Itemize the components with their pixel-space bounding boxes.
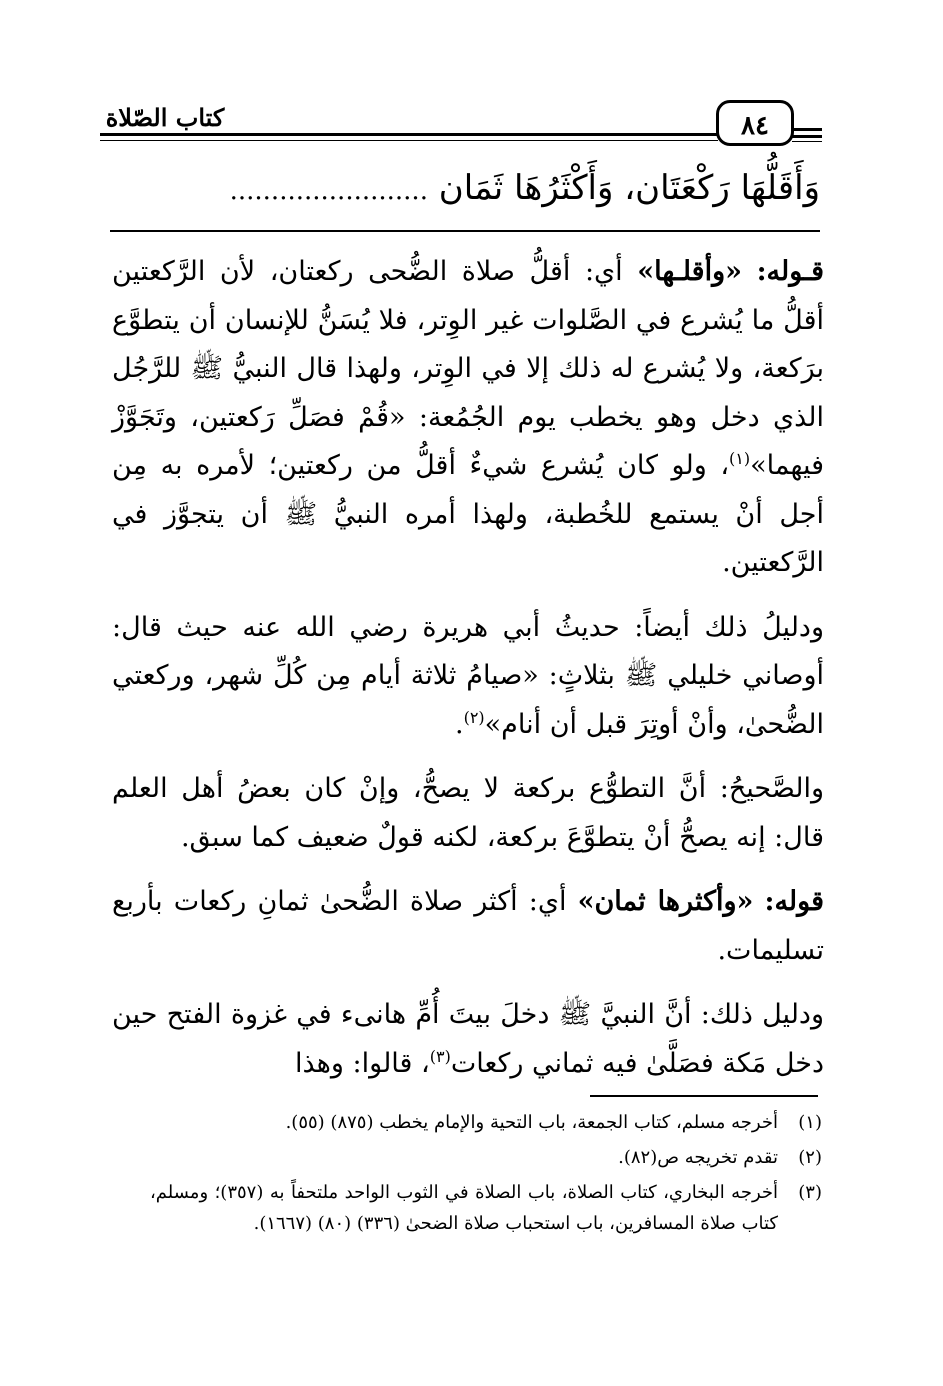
footnote-text: أخرجه البخاري، كتاب الصلاة، باب الصلاة في الثوب الواحد ملتحفاً به (٣٥٧)؛ ومسلم، كتاب صلاة المسافرين، باب استحباب صلاة الضحىٰ (٣٣٦) (٨٠) (١٦٦٧). — [150, 1182, 779, 1234]
footnote — [150, 1177, 822, 1239]
paragraph — [112, 991, 824, 1088]
paragraph — [112, 248, 824, 588]
paragraph — [112, 878, 824, 975]
footnote-separator — [590, 1095, 818, 1097]
matn-dots: ........................ — [229, 176, 428, 206]
quoted-keyword: «وأقلـها» — [637, 256, 742, 287]
matn-line — [108, 160, 820, 216]
paragraph-lead: قوله: — [764, 886, 825, 917]
matn-separator — [110, 230, 820, 232]
paragraph-text: ودليلُ ذلك أيضاً: حديثُ أبي هريرة رضي الله عنه حيث قال: أوصاني خليلي ﷺ بثلاثٍ: «صيامُ ثلاثة أيام مِن كُلِّ شهر، وركعتي الضُّحىٰ، وأنْ أوتِرَ قبل أن أنام» — [112, 611, 824, 740]
footnote-text: تقدم تخريجه ص(٨٢). — [618, 1147, 778, 1168]
header-rule-right — [792, 128, 822, 131]
footnote — [150, 1107, 822, 1138]
quoted-keyword: «وأكثرها ثمان» — [577, 886, 754, 917]
footnote-reference[interactable]: (٣) — [429, 1046, 451, 1066]
matn-text: وَأَقَلُّهَا رَكْعَتَان، وَأَكْثَرُهَا ثَمَان — [438, 168, 820, 208]
paragraph-tail: . — [454, 708, 464, 740]
header-rule-right-thin — [792, 141, 822, 142]
paragraph-text: والصَّحيحُ: أنَّ التطوُّع بركعة لا يصحُّ، وإنْ كان بعضُ أهل العلم قال: إنه يصحُّ أنْ يتطوَّعَ بركعة، لكنه قولٌ ضعيف كما سبق. — [112, 773, 824, 853]
page-number: ٨٤ — [716, 100, 794, 146]
running-title: كتاب الصّلاة — [105, 103, 225, 132]
footnote — [150, 1142, 822, 1173]
footnote-text: أخرجه مسلم، كتاب الجمعة، باب التحية والإمام يخطب (٨٧٥) (٥٥). — [285, 1112, 778, 1133]
paragraph — [112, 765, 824, 862]
paragraph-text: أي: أكثر صلاة الضُّحىٰ ثمانِ ركعات بأربع تسليمات. — [112, 886, 824, 966]
paragraph-lead: قـوله: — [756, 256, 824, 287]
footnote-number: (٣) — [798, 1182, 822, 1203]
footnote-number: (٢) — [798, 1147, 822, 1168]
footnote-number: (١) — [798, 1112, 822, 1133]
header-rule-right-lower — [792, 135, 822, 138]
paragraph-tail: ، قالوا: وهذا — [295, 1047, 430, 1079]
paragraph-text: أي: أقلُّ صلاة الضُّحى ركعتان، لأن الرَّكعتين أقلُّ ما يُشرع في الصَّلوات غير الوِتر، فلا يُسَنُّ للإنسان أن يتطوَّع برَكعة، ولا يُشرع له ذلك إلا في الوِتر، ولهذا قال النبيُّ ﷺ للرَّجُل الذي دخل وهو يخطب يوم الجُمُعة: «قُمْ فصَلِّ رَكعتين، وتَجَوَّزْ فيهما» — [112, 256, 824, 481]
footnote-reference[interactable]: (١) — [729, 449, 751, 468]
footnote-reference[interactable]: (٢) — [463, 707, 485, 727]
footnotes — [150, 1107, 822, 1243]
header-rule-left-thin — [100, 140, 718, 141]
paragraph — [112, 604, 824, 750]
paragraph-text: ودليل ذلك: أنَّ النبيَّ ﷺ دخلَ بيتَ أُمِّ هانىء في غزوة الفتح حين دخل مَكة فصَلَّىٰ فيه ثماني ركعات — [112, 999, 824, 1079]
header-rule-left — [100, 133, 718, 136]
paragraph-tail: ، ولو كان يُشرع شيءٌ أقلُّ من ركعتين؛ لأمره به مِن أجل أنْ يستمع للخُطبة، ولهذا أمره النبيُّ ﷺ أن يتجوَّز في الرَّكعتين. — [112, 450, 824, 578]
commentary-body — [112, 248, 824, 1088]
